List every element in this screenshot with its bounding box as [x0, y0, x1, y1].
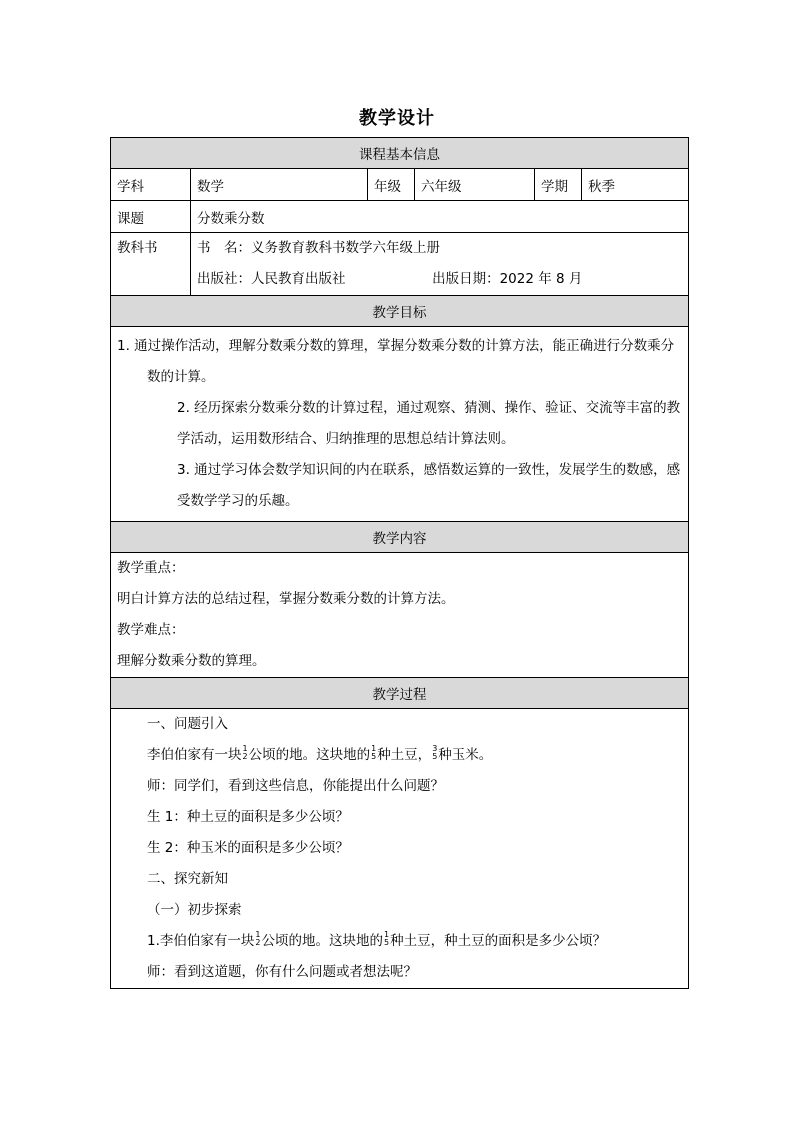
numerator: 1 — [371, 744, 377, 753]
topic-label: 课题 — [111, 201, 191, 233]
key-point-text: 明白计算方法的总结过程，掌握分数乘分数的计算方法。 — [117, 591, 455, 607]
section-title: 教学过程 — [111, 678, 689, 709]
text-segment: 1.李伯伯家有一块 — [147, 933, 255, 949]
lesson-plan-table — [110, 137, 689, 989]
objective-2-text: 2. 经历探索分数乘分数的计算过程，通过观察、猜测、操作、验证、交流等丰富的教学活动，运用数形结合、归纳推理的思想总结计算法则。 — [177, 400, 681, 447]
fraction-one-fifth — [384, 931, 389, 947]
teacher-question-1: 师：同学们，看到这些信息，你能提出什么问题？ — [147, 778, 444, 794]
denominator: 2 — [242, 752, 248, 761]
publisher-line — [197, 264, 682, 295]
fraction-one-half — [255, 931, 260, 947]
grade-value: 六年级 — [415, 169, 535, 201]
section-title: 教学内容 — [111, 522, 689, 553]
objective-1-text: 1. 通过操作活动，理解分数乘分数的算理，掌握分数乘分数的计算方法，能正确进行分数乘分数的计算。 — [117, 338, 675, 385]
textbook-label: 教科书 — [111, 233, 191, 296]
key-point-label: 教学重点： — [117, 560, 185, 576]
numerator: 1 — [242, 744, 248, 753]
denominator: 2 — [255, 938, 261, 947]
text-segment: 种土豆， — [377, 747, 432, 763]
section-header-objectives — [111, 296, 689, 327]
subject-row — [111, 169, 689, 201]
textbook-info — [191, 233, 689, 296]
process-heading-1: 一、问题引入 — [147, 716, 228, 732]
problem-statement — [147, 740, 682, 771]
topic-row — [111, 201, 689, 233]
numerator: 3 — [432, 744, 438, 753]
term-value: 秋季 — [582, 169, 689, 201]
difficulty-text: 理解分数乘分数的算理。 — [117, 653, 266, 669]
section-title: 教学目标 — [111, 296, 689, 327]
publisher: 出版社：人民教育出版社 — [197, 271, 346, 287]
section-header-process — [111, 678, 689, 709]
process-row — [111, 709, 689, 989]
fraction-one-fifth — [371, 745, 376, 761]
subject-value: 数学 — [191, 169, 368, 201]
objective-3-text: 3. 通过学习体会数学知识间的内在联系，感悟数运算的一致性，发展学生的数感，感受数学学习的乐趣。 — [177, 462, 681, 509]
difficulty-label: 教学难点： — [117, 622, 185, 638]
objective-1 — [117, 331, 682, 393]
denominator: 5 — [371, 752, 377, 761]
document-title: 教学设计 — [359, 108, 435, 129]
teacher-question-2: 师：看到这道题，你有什么问题或者想法呢？ — [147, 964, 417, 980]
publish-date: 出版日期：2022 年 8 月 — [432, 271, 583, 287]
content-row — [111, 553, 689, 678]
text-segment: 公顷的地。这块地的 — [248, 747, 371, 763]
fraction-three-fifths — [432, 745, 437, 761]
text-segment: 种玉米。 — [438, 747, 493, 763]
subject-label: 学科 — [111, 169, 191, 201]
text-segment: 公顷的地。这块地的 — [261, 933, 383, 949]
denominator: 5 — [383, 938, 390, 947]
grade-label: 年级 — [368, 169, 415, 201]
numerator: 1 — [383, 930, 390, 939]
objective-2 — [117, 393, 682, 455]
objectives-list — [111, 327, 689, 522]
objectives-row — [111, 327, 689, 522]
process-heading-2: 二、探究新知 — [147, 871, 228, 887]
denominator: 5 — [432, 752, 438, 761]
process-body — [111, 709, 689, 989]
student-answer-2: 生 2：种玉米的面积是多少公顷？ — [147, 840, 349, 856]
textbook-row — [111, 233, 689, 296]
book-name: 书 名：义务教育教科书数学六年级上册 — [197, 240, 440, 256]
content-body — [111, 553, 689, 678]
term-label: 学期 — [535, 169, 582, 201]
section-title: 课程基本信息 — [111, 138, 689, 169]
text-segment: 李伯伯家有一块 — [147, 747, 242, 763]
topic-value: 分数乘分数 — [191, 201, 689, 233]
numerator: 1 — [255, 930, 261, 939]
process-subheading: （一）初步探索 — [147, 902, 242, 918]
text-segment: 种土豆，种土豆的面积是多少公顷？ — [390, 933, 607, 949]
objective-3 — [117, 455, 682, 517]
section-header-content — [111, 522, 689, 553]
section-header-basic-info — [111, 138, 689, 169]
fraction-one-half — [243, 745, 248, 761]
exploration-question — [147, 926, 682, 957]
student-answer-1: 生 1：种土豆的面积是多少公顷？ — [147, 809, 349, 825]
